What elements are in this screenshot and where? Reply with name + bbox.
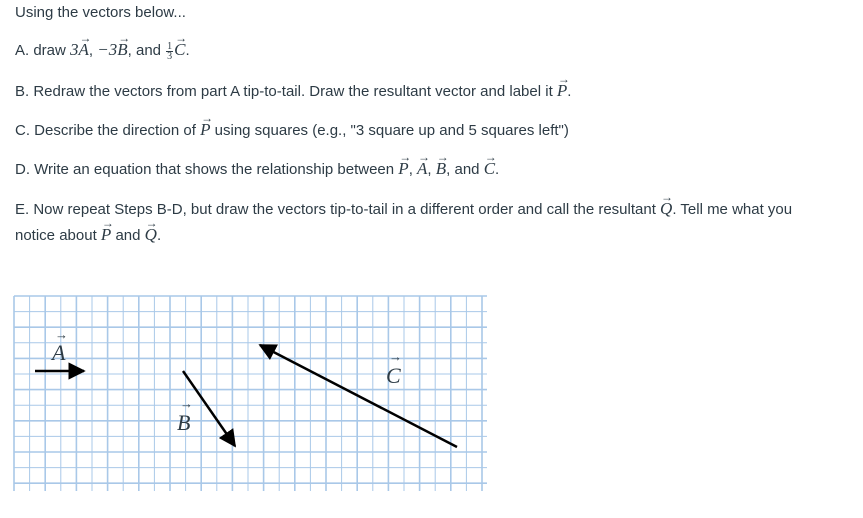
part-e-line2-prefix: notice about <box>15 227 101 244</box>
part-e-text: E. Now repeat Steps B-D, but draw the vectors tip-to-tail in a different order and call the resultant <box>15 201 661 218</box>
part-d-suffix: . <box>495 161 500 178</box>
vector-b-symbol: → B <box>436 159 446 179</box>
part-d-comma1: , <box>408 161 418 178</box>
vector-a-label-arrow: → <box>55 327 68 342</box>
vector-b-label: B <box>177 410 191 435</box>
part-c-prefix: C. Describe the direction of <box>15 122 201 139</box>
part-e-suffix: . <box>156 227 162 244</box>
part-a-prefix: A. draw <box>15 42 71 59</box>
vector-a-symbol: → A <box>79 40 89 60</box>
vector-p-symbol: → P <box>101 225 111 245</box>
vector-c-label: C <box>386 363 401 388</box>
intro-text: Using the vectors below... <box>15 4 186 21</box>
part-d-prefix: D. Write an equation that shows the relationship between <box>15 161 399 178</box>
part-a-sep1: , <box>88 42 98 59</box>
fraction-denominator: 3 <box>167 50 173 62</box>
vector-p-symbol: → P <box>557 81 567 101</box>
part-a-sep2: , and <box>127 42 166 59</box>
part-a-suffix: . <box>185 42 190 59</box>
vector-p-symbol: → P <box>200 120 210 140</box>
part-d-comma2: , <box>427 161 436 178</box>
part-b-text: B. Redraw the vectors from part A tip-to-tail. Draw the resultant vector and label it <box>15 83 557 100</box>
part-d-comma3: , and <box>446 161 484 178</box>
vector-q-symbol: → Q <box>660 199 672 219</box>
part-b-suffix: . <box>567 83 572 100</box>
part-c-text: using squares (e.g., "3 square up and 5 squares left") <box>210 122 569 139</box>
part-e-text-end: . Tell me what you <box>672 201 793 218</box>
vector-a-label: A <box>52 340 66 365</box>
part-a-coef-b: −3 <box>97 40 118 59</box>
vector-c-symbol: → C <box>484 159 495 179</box>
part-a-coef-a: 3 <box>70 40 79 59</box>
vector-p-symbol: → P <box>398 159 408 179</box>
vector-c-arrow <box>260 345 457 447</box>
vector-q-symbol: → Q <box>145 225 157 245</box>
grid-lines <box>14 296 487 491</box>
vector-b-symbol: → B <box>117 40 127 60</box>
vector-c-symbol: → C <box>174 40 185 60</box>
vector-a-symbol: → A <box>417 159 427 179</box>
part-e-and: and <box>111 227 145 244</box>
vector-b-label-arrow: → <box>180 396 193 411</box>
fraction-numerator: 1 <box>167 40 173 52</box>
vector-c-label-arrow: → <box>389 349 402 364</box>
